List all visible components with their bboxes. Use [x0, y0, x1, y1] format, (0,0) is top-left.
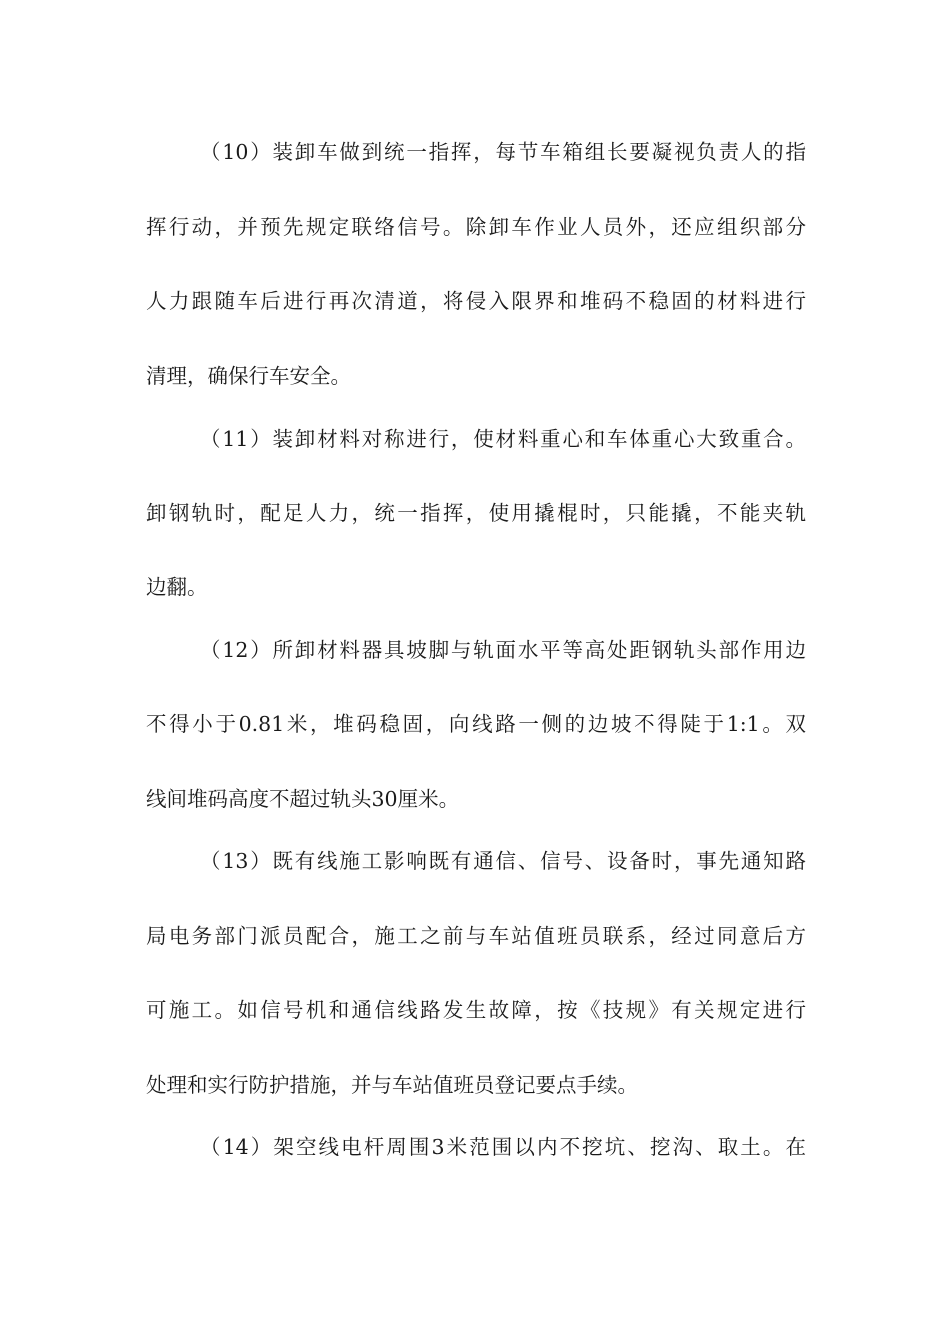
paragraph-11-line-3: 边翻。: [146, 575, 208, 599]
paragraph-10-line-2: 挥行动，并预先规定联络信号。除卸车作业人员外，还应组织部分: [146, 215, 806, 239]
paragraph-12-line-3: 线间堆码高度不超过轨头30厘米。: [146, 787, 460, 811]
paragraph-13-line-2: 局电务部门派员配合，施工之前与车站值班员联系，经过同意后方: [146, 924, 806, 948]
paragraph-10-line-3: 人力跟随车后进行再次清道，将侵入限界和堆码不稳固的材料进行: [146, 289, 806, 313]
paragraph-10-line-4: 清理，确保行车安全。: [146, 364, 351, 388]
paragraph-11-line-2: 卸钢轨时，配足人力，统一指挥，使用撬棍时，只能撬，不能夹轨: [146, 501, 806, 525]
paragraph-11-line-1: （11）装卸材料对称进行，使材料重心和车体重心大致重合。: [200, 427, 806, 451]
paragraph-12-line-2: 不得小于0.81米，堆码稳固，向线路一侧的边坡不得陡于1:1。双: [146, 712, 806, 736]
paragraph-13-line-3: 可施工。如信号机和通信线路发生故障，按《技规》有关规定进行: [146, 998, 806, 1022]
paragraph-13-line-1: （13）既有线施工影响既有通信、信号、设备时，事先通知路: [200, 849, 806, 873]
paragraph-10-line-1: （10）装卸车做到统一指挥，每节车箱组长要凝视负责人的指: [200, 140, 806, 164]
paragraph-13-line-4: 处理和实行防护措施，并与车站值班员登记要点手续。: [146, 1073, 638, 1097]
paragraph-14-line-1: （14）架空线电杆周围3米范围以内不挖坑、挖沟、取土。在: [200, 1135, 806, 1159]
paragraph-12-line-1: （12）所卸材料器具坡脚与轨面水平等高处距钢轨头部作用边: [200, 638, 806, 662]
